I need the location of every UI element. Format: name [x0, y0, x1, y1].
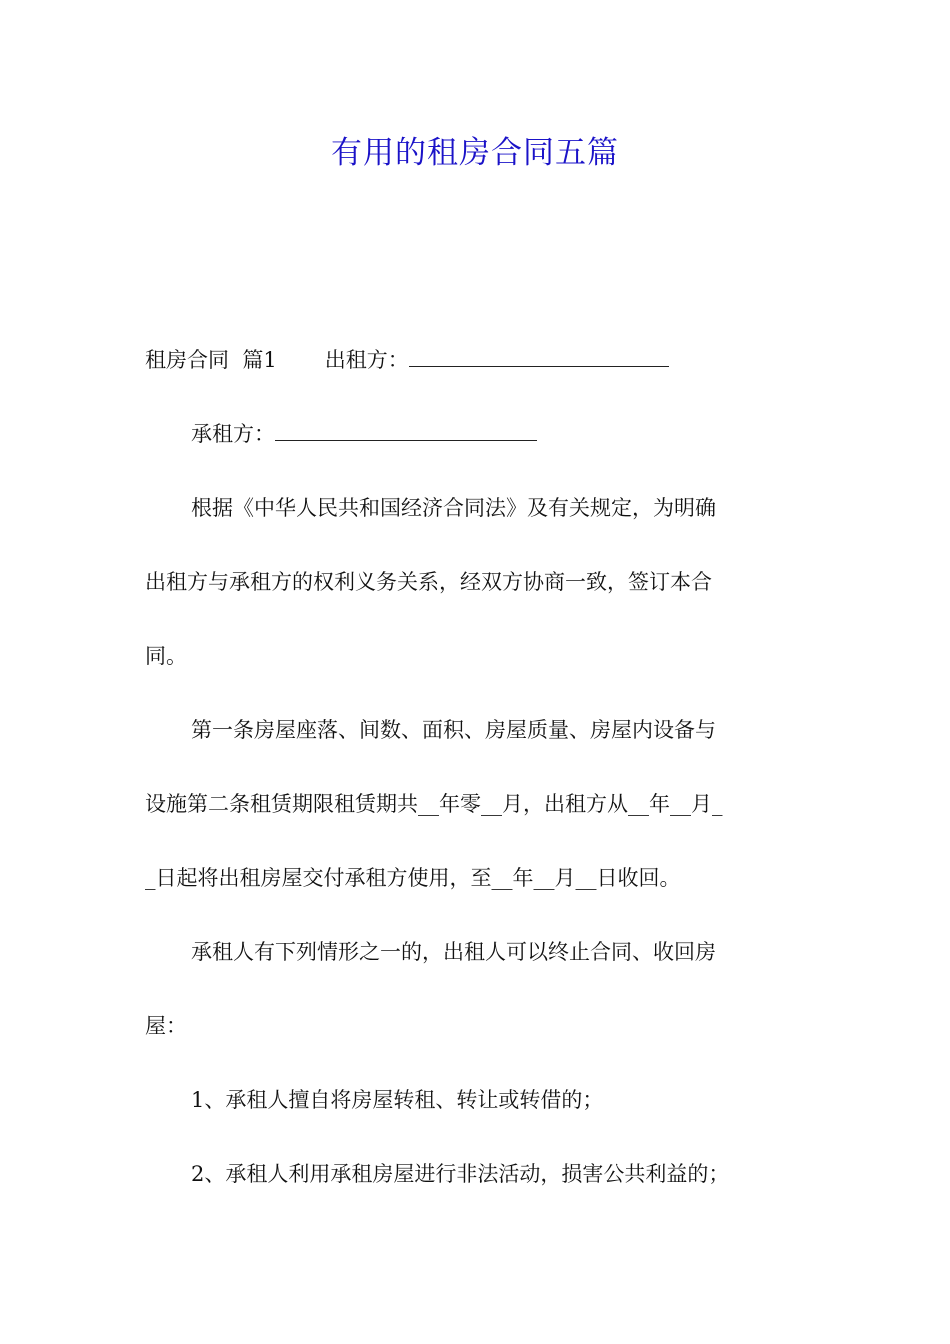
paragraph-line: 同。: [145, 644, 187, 668]
lessee-line: [191, 414, 537, 454]
paragraph-line: 出租方与承租方的权利义务关系，经双方协商一致，签订本合: [145, 570, 712, 594]
list-item: 2、承租人利用承租房屋进行非法活动，损害公共利益的；: [191, 1162, 730, 1186]
paragraph-line: 屋：: [145, 1014, 187, 1038]
lessee-label: 承租方：: [191, 422, 275, 446]
lessor-blank: [409, 342, 669, 367]
paragraph-line: 根据《中华人民共和国经济合同法》及有关规定，为明确: [191, 496, 716, 520]
section-heading: 租房合同 篇1: [145, 348, 277, 372]
paragraph-line: 承租人有下列情形之一的，出租人可以终止合同、收回房: [191, 940, 716, 964]
list-item: 1、承租人擅自将房屋转租、转让或转借的；: [191, 1088, 604, 1112]
lessor-label: 出租方：: [324, 348, 409, 372]
document-title: 有用的租房合同五篇: [331, 135, 619, 171]
paragraph-line: 第一条房屋座落、间数、面积、房屋质量、房屋内设备与: [191, 718, 716, 742]
lessee-blank: [275, 416, 537, 441]
paragraph-line: _日起将出租房屋交付承租方使用，至__年__月__日收回。: [145, 866, 681, 890]
section-heading-line: [145, 340, 669, 380]
paragraph-line: 设施第二条租赁期限租赁期共__年零__月，出租方从__年__月_: [145, 792, 723, 816]
